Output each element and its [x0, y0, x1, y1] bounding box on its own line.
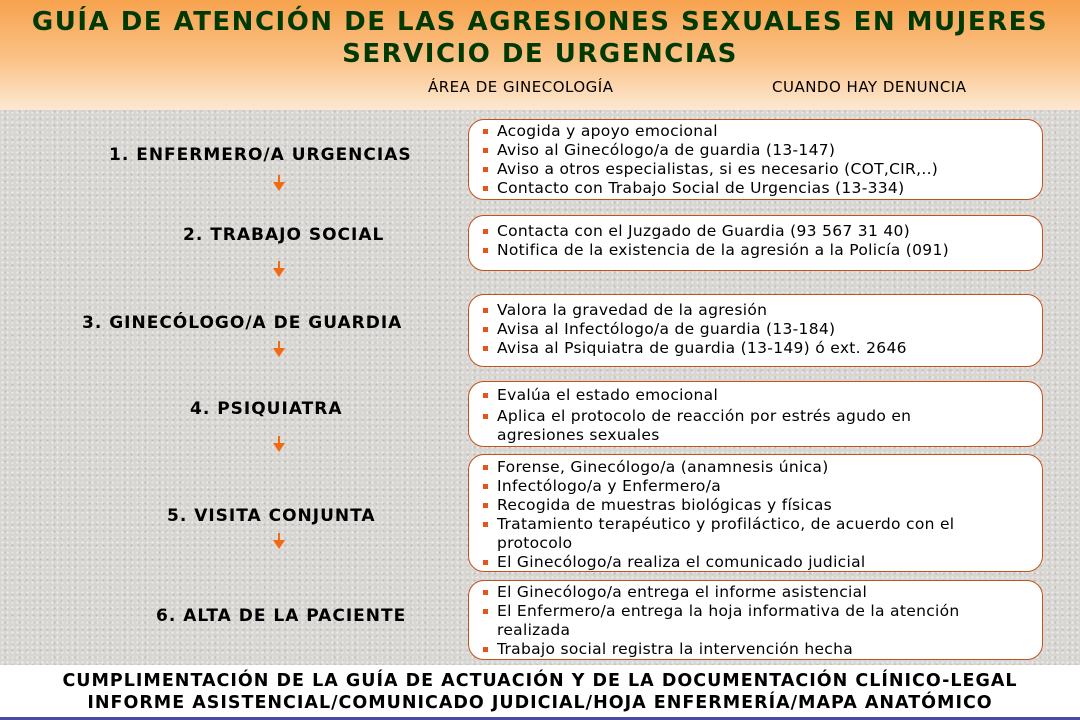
step-1-label: 1. ENFERMERO/A URGENCIAS	[109, 145, 412, 165]
list-item: Valora la gravedad de la agresión	[483, 301, 1034, 320]
step-6-label: 6. ALTA DE LA PACIENTE	[156, 606, 407, 626]
step-6-box	[468, 580, 1043, 660]
list-item: Forense, Ginecólogo/a (anamnesis única)	[483, 458, 1018, 477]
list-item: Avisa al Psiquiatra de guardia (13-149) ó ext. 2646	[483, 339, 1034, 358]
list-item: El Ginecólogo/a entrega el informe asistencial	[483, 583, 1028, 602]
step-5-label: 5. VISITA CONJUNTA	[167, 506, 376, 526]
arrow-down-icon	[273, 268, 285, 277]
step-2-box	[468, 215, 1043, 271]
arrow-down-icon	[273, 443, 285, 452]
step-3-label: 3. GINECÓLOGO/A DE GUARDIA	[82, 313, 403, 333]
list-item: Contacta con el Juzgado de Guardia (93 567 31 40)	[483, 222, 1034, 241]
list-item: Acogida y apoyo emocional	[483, 122, 1034, 141]
title-line-1: GUÍA DE ATENCIÓN DE LAS AGRESIONES SEXUALES EN MUJERES	[31, 7, 1049, 37]
list-item: Contacto con Trabajo Social de Urgencias (13-334)	[483, 179, 1034, 198]
step-2-label: 2. TRABAJO SOCIAL	[183, 225, 385, 245]
list-item: Aplica el protocolo de reacción por estrés agudo en agresiones sexuales	[483, 407, 972, 445]
step-4-box	[468, 381, 1043, 447]
footer-banner	[0, 665, 1080, 720]
step-3-box	[468, 294, 1043, 367]
list-item: Tratamiento terapéutico y profiláctico, de acuerdo con el protocolo	[483, 515, 1018, 553]
footer-line-1: CUMPLIMENTACIÓN DE LA GUÍA DE ACTUACIÓN Y DE LA DOCUMENTACIÓN CLÍNICO-LEGAL	[62, 671, 1018, 691]
list-item: El Enfermero/a entrega la hoja informativa de la atención realizada	[483, 602, 1028, 640]
list-item: Recogida de muestras biológicas y físicas	[483, 496, 1018, 515]
area-label: ÁREA DE GINECOLOGÍA	[428, 78, 614, 96]
list-item: Avisa al Infectólogo/a de guardia (13-184)	[483, 320, 1034, 339]
list-item: Notifica de la existencia de la agresión a la Policía (091)	[483, 241, 1034, 260]
list-item: Trabajo social registra la intervención hecha	[483, 640, 1028, 659]
list-item: Aviso al Ginecólogo/a de guardia (13-147)	[483, 141, 1034, 160]
step-5-box	[468, 454, 1043, 572]
list-item: Aviso a otros especialistas, si es necesario (COT,CIR,..)	[483, 160, 1034, 179]
header-banner	[0, 0, 1080, 110]
arrow-down-icon	[273, 540, 285, 549]
footer-line-2: INFORME ASISTENCIAL/COMUNICADO JUDICIAL/HOJA ENFERMERÍA/MAPA ANATÓMICO	[87, 693, 993, 713]
list-item: Infectólogo/a y Enfermero/a	[483, 477, 1018, 496]
step-4-label: 4. PSIQUIATRA	[190, 399, 343, 419]
step-1-box	[468, 119, 1043, 200]
list-item: El Ginecólogo/a realiza el comunicado judicial	[483, 553, 1018, 572]
title-line-2: SERVICIO DE URGENCIAS	[342, 39, 738, 69]
arrow-down-icon	[273, 348, 285, 357]
list-item: Evalúa el estado emocional	[483, 386, 972, 405]
arrow-down-icon	[273, 182, 285, 191]
condition-label: CUANDO HAY DENUNCIA	[772, 78, 967, 96]
